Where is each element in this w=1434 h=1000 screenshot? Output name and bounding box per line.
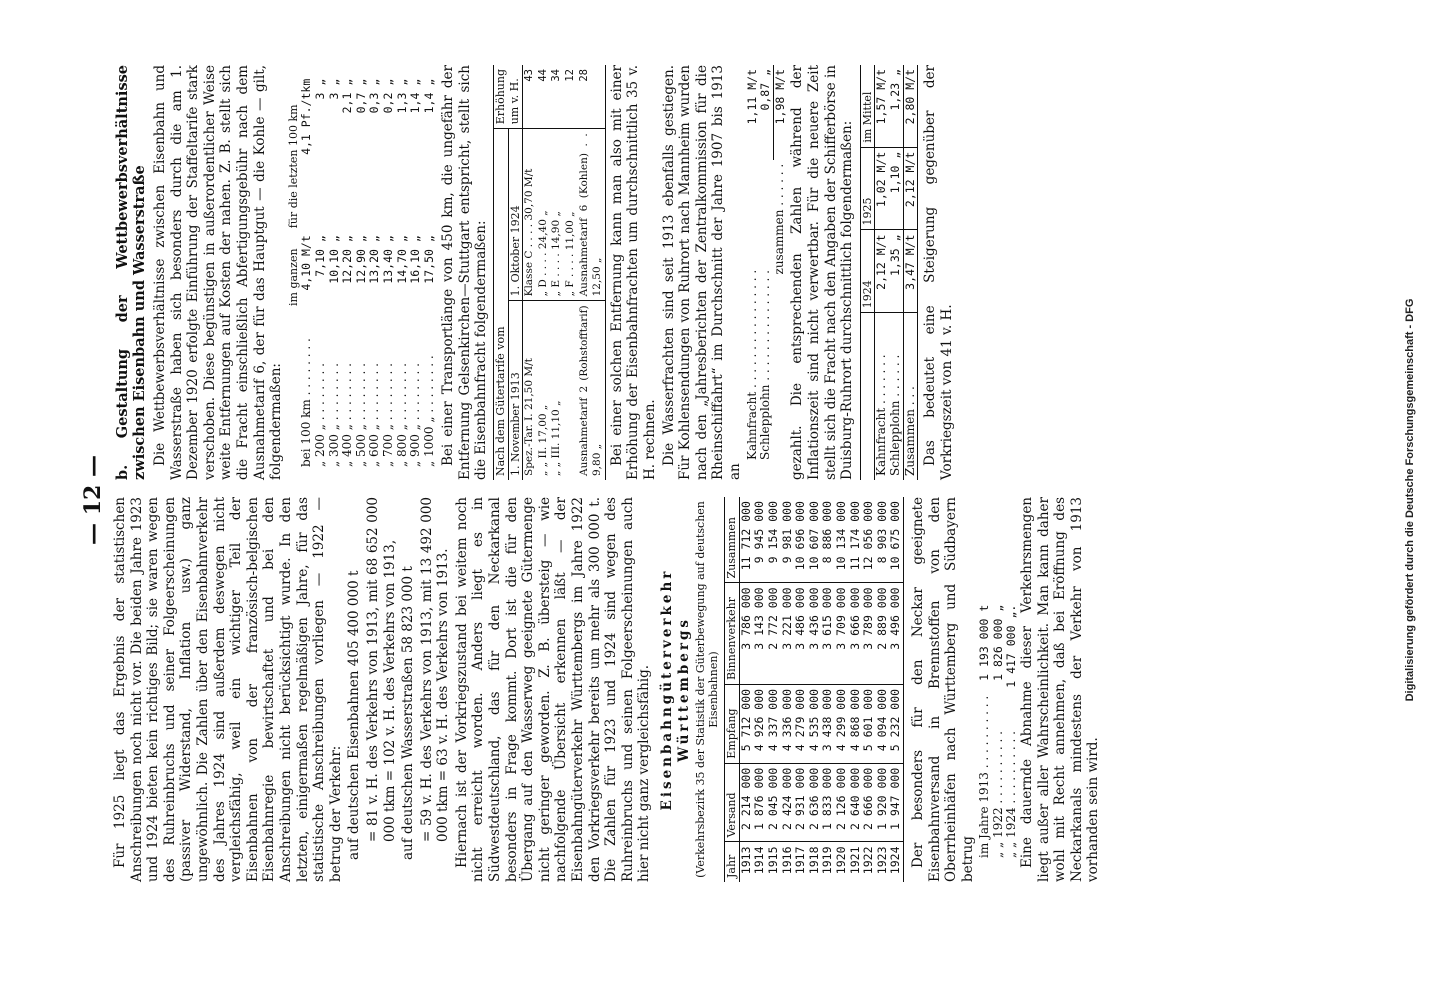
- table-cell: 1 920 000: [876, 763, 890, 842]
- table-cell: 4 094 000: [876, 684, 890, 763]
- table-cell: 2 666 000: [862, 763, 876, 842]
- table-cell: 11 712 000: [739, 497, 753, 583]
- table-cell: 11 174 000: [849, 497, 863, 583]
- table-cell: 3 143 000: [753, 583, 767, 685]
- table-cell: 1923: [874, 846, 889, 875]
- table-cell: 1917: [793, 846, 808, 875]
- left-column: [112, 497, 1104, 882]
- tariff-cell: Ausnahmetarif 6 (Kohlen) . . 12,50 „: [578, 129, 606, 301]
- distance-head-last: für die letzten 100 km: [286, 104, 300, 229]
- table-cell: 12 056 000: [862, 497, 876, 583]
- left-paragraph-3: Der besonders für den Neckar geeignete Eisenbahnversand in Brennstoffen von den Oberrheinhäfen nach Württemberg und Südbayern betrug: [909, 497, 976, 882]
- water-cell: 1,23 „: [889, 65, 903, 147]
- table-row: [862, 497, 876, 882]
- distance-row: [396, 76, 410, 470]
- distance-cell: 1,4 „: [408, 78, 423, 114]
- rail-header-cell: Binnenverkehr: [725, 583, 740, 685]
- table-cell: 2 636 000: [808, 763, 822, 842]
- distance-row: [341, 76, 355, 470]
- right-paragraph-1: Die Wettbewerbsverhältnisse zwischen Eisenbahn und Wasserstraße haben sich besonders durch die am 1. Dezember 1920 erfolgte Einführung der Staffeltarife stark verschoben. Diese begünstigen in außerordentlicher Weise weite Entfernungen auf Kosten der nahen. Z. B. stellt sich die Fracht einschließlich Abfertigungsgebühr nach dem Ausnahmetarif 6, der für das Hauptgut — die Kohle — gilt, folgendermaßen:: [152, 65, 285, 480]
- right-paragraph-3: Bei einer solchen Entfernung kann man also mit einer Erhöhung der Eisenbahnfrachten um durchschnittlich 35 v. H. rechnen.: [608, 65, 658, 480]
- tariff-cell: „ D . . . . 24,40 „: [537, 129, 551, 301]
- table-cell: 2 126 000: [835, 763, 849, 842]
- table-cell: 3 709 000: [835, 583, 849, 685]
- distance-row: [314, 76, 328, 470]
- left-paragraph-1: Für 1925 liegt das Ergebnis der statistischen Anschreibungen noch nicht vor. Die beiden Jahre 1923 und 1924 bieten kein richtiges Bild; sie waren wegen des Ruhreinbruchs und seiner Folgeerscheinungen (passiver Widerstand, Inflation usw.) ganz ungewöhnlich. Die Zahlen über den Eisenbahnverkehr des Jahres 1924 sind außerdem deswegen nicht vergleichsfähig, weil ein wichtiger Teil der Eisenbahnen von der französisch-belgischen Eisenbahnregie bewirtschaftet und bei den Anschreibungen nicht berücksichtigt wurde. In den letzten, einigermaßen regelmäßigen Jahre, für das statistische Anschreibungen vorliegen — 1922 — betrug der Verkehr:: [112, 497, 344, 882]
- table-cell: 3 496 000: [889, 583, 903, 685]
- schlepplohn-value: 0,87 „: [759, 65, 773, 160]
- fuel-row: [992, 601, 1006, 862]
- tariff-cell: 34: [550, 65, 564, 129]
- table-cell: 3 486 000: [794, 583, 808, 685]
- right-paragraph-6: Das bedeutet eine Steigerung gegenüber der Vorkriegszeit von 41 v. H.: [922, 65, 955, 480]
- right-column: [112, 65, 957, 480]
- table-cell: 4 535 000: [808, 684, 822, 763]
- fuel-value: 1 193 000 t: [977, 604, 992, 681]
- distance-cell: 4,10 M/t: [299, 235, 314, 291]
- distance-cell: „ 1000 „ . . . . . . . .: [421, 355, 436, 467]
- water-cell: 1,02 M/t: [875, 147, 889, 230]
- table-cell: 2 214 000: [739, 763, 753, 842]
- tariff-cell: 12: [564, 65, 578, 129]
- table-cell: 4 868 000: [849, 684, 863, 763]
- table-cell: 1916: [779, 846, 794, 875]
- distance-cell: 13,40 „: [380, 235, 395, 284]
- water-row: [889, 65, 903, 480]
- distance-cell: 16,10 „: [408, 235, 423, 284]
- fuel-value: 1 826 000 „: [990, 604, 1005, 681]
- kahnfracht-label: Kahnfracht . . . . . . . . . . . . . . . .: [744, 269, 759, 460]
- tariff-table: [493, 65, 606, 480]
- table-cell: 10 134 000: [835, 497, 849, 583]
- tariff-cell: [564, 301, 578, 480]
- distance-row: [423, 76, 437, 470]
- distance-cell: 12,90 „: [353, 235, 368, 284]
- tariff-cell: „ „ II. 17,00 „: [536, 404, 549, 476]
- distance-cell: 17,50 „: [421, 235, 436, 284]
- tariff-head-1924: 1. Oktober 1924: [508, 129, 523, 301]
- table-cell: 5 601 000: [862, 684, 876, 763]
- table-cell: 1918: [806, 846, 821, 875]
- right-paragraph-4: Die Wasserfrachten sind seit 1913 ebenfalls gestiegen. Für Kohlensendungen von Ruhrort nach Mannheim wurden nach den „Jahresberichten der Zentralkommission für die Rheinschiffahrt“ im Durchschnitt der Jahre 1907 bis 1913 an: [660, 65, 743, 480]
- table-row: [835, 497, 849, 882]
- section-heading: b. Gestaltung der Wettbewerbsverhältnisse zwischen Eisenbahn und Wasserstraße: [114, 65, 148, 480]
- table-row: [876, 497, 890, 882]
- distance-cell: 1,4 „: [421, 78, 436, 114]
- water-row: [903, 65, 918, 480]
- left-paragraph-4: Eine dauernde Abnahme dieser Verkehrsmengen liegt außer aller Wahrscheinlichkeit. Man kann daher wohl mit Recht annehmen, daß bei Eröffnung des Neckarkanals mindestens der Verkehr von 1913 vorhanden sein wird.: [1019, 497, 1102, 882]
- water-row: [875, 65, 889, 480]
- table-cell: 1921: [847, 846, 862, 875]
- table-cell: 4 279 000: [794, 684, 808, 763]
- tariff-cell: Ausnahmetarif 2 (Rohstofftarif) 9,80 „: [577, 305, 604, 476]
- tariff-cell: 44: [537, 65, 551, 129]
- water-header-cell: 1925: [860, 147, 875, 230]
- water-cell: 2,12 M/t: [875, 230, 889, 313]
- zusammen-label: zusammen . . . . . .: [772, 163, 787, 275]
- table-cell: 2 772 000: [767, 583, 781, 685]
- distance-cell: „ 800 „ . . . . . . . .: [394, 363, 409, 467]
- tariff-head-title: Nach dem Gütertarife vom: [494, 129, 509, 480]
- distance-cell: bei 100 km . . . . . . . .: [299, 338, 314, 467]
- table-cell: 1919: [820, 846, 835, 875]
- table-cell: 2 931 000: [794, 763, 808, 842]
- distance-cell: „ 500 „ . . . . . . . .: [353, 363, 368, 467]
- distance-cell: „ 700 „ . . . . . . . .: [380, 363, 395, 467]
- zusammen-value: 1,98 M/t: [772, 69, 787, 125]
- water-cell: 2,12 M/t: [903, 147, 918, 230]
- water-header-cell: 1924: [860, 230, 875, 313]
- distance-cell: 4,1 Pf./tkm: [299, 78, 314, 155]
- tariff-row: [564, 65, 578, 480]
- distance-table: [287, 76, 437, 470]
- table-cell: 3 786 000: [739, 583, 753, 685]
- table-cell: 3 615 000: [821, 583, 835, 685]
- table-cell: 1914: [752, 846, 767, 875]
- schlepplohn-label: Schlepplohn . . . . . . . . . . . . . . .: [758, 270, 773, 460]
- distance-cell: 3 „: [326, 78, 341, 100]
- table-cell: 4 337 000: [767, 684, 781, 763]
- left-paragraph-2: Hiernach ist der Vorkriegszustand bei weitem noch nicht erreicht worden. Anders liegt es in Südwestdeutschland, das für den Neckarkanal besonders in Frage kommt. Dort ist die für den Übergang auf den Wasserweg geeignete Gütermenge nicht geringer geworden. Z. B. übersteig — wie nachfolgende Übersicht erkennen läßt — der Eisenbahngüterverkehr Württembergs im Jahre 1922 den Vorkriegsverkehr bereits um mehr als 300 000 t. Die Zahlen für 1923 und 1924 sind wegen des Ruhreinbruchs und seinen Folgeerscheinungen auch hier nicht ganz vergleichsfähig.: [453, 497, 653, 882]
- table-cell: 1915: [765, 846, 780, 875]
- water-header-cell: [860, 313, 875, 480]
- fuel-year: „ „ 1924 . . . . . . . . . .: [1004, 731, 1019, 858]
- table-cell: 4 299 000: [835, 684, 849, 763]
- distance-cell: 0,7 „: [353, 78, 368, 114]
- tariff-cell: Klasse C . . . . 30,70 M/t: [523, 129, 537, 301]
- table-row: [767, 497, 781, 882]
- rail-header-cell: Zusammen: [725, 497, 740, 583]
- rail-table-subtitle: (Verkehrsbezirk 35 der Statistik der Güterbewegung auf deutschen Eisenbahnen): [694, 501, 721, 878]
- dfg-sidebar: [1390, 10, 1430, 990]
- distance-cell: 7,10 „: [312, 235, 327, 277]
- water-freight-1913-table: [746, 65, 788, 480]
- table-cell: 4 926 000: [753, 684, 767, 763]
- fuel-row: [1005, 601, 1019, 862]
- distance-cell: 0,3 „: [367, 78, 382, 114]
- distance-row: [409, 76, 423, 470]
- rail-traffic-table: [724, 497, 904, 882]
- tariff-row: [537, 65, 551, 480]
- tariff-cell: Spez.-Tar. I. 21,50 M/t: [523, 358, 536, 476]
- table-cell: 2 424 000: [781, 763, 795, 842]
- table-cell: 9 945 000: [753, 497, 767, 583]
- table-cell: 3 789 000: [862, 583, 876, 685]
- table-row: [781, 497, 795, 882]
- table-cell: 2 045 000: [767, 763, 781, 842]
- table-cell: 1924: [888, 846, 903, 875]
- table-cell: 1 833 000: [821, 763, 835, 842]
- dfg-note: Digitalisierung gefördert durch die Deutsche Forschungsgemeinschaft - DFG: [1404, 298, 1416, 702]
- table-cell: 3 436 000: [808, 583, 822, 685]
- tariff-cell: „ E . . . . 14,90 „: [550, 129, 564, 301]
- tariff-cell: 28: [578, 65, 606, 129]
- distance-cell: „ 300 „ . . . . . . . .: [326, 363, 341, 467]
- table-cell: 1 876 000: [753, 763, 767, 842]
- distance-row: [368, 76, 382, 470]
- distance-cell: „ 200 „ . . . . . . . .: [312, 363, 327, 467]
- distance-cell: 12,20 „: [340, 235, 355, 284]
- distance-cell: 10,10 „: [326, 235, 341, 284]
- rail-header-cell: Versand: [725, 763, 740, 842]
- distance-cell: „ 400 „ . . . . . . . .: [340, 363, 355, 467]
- water-cell: 3,47 M/t: [903, 230, 918, 313]
- tariff-cell: 43: [523, 65, 537, 129]
- table-cell: 3 666 000: [849, 583, 863, 685]
- kahnfracht-value: 1,11 M/t: [744, 69, 759, 125]
- table-cell: 5 232 000: [889, 684, 903, 763]
- fuel-year: im Jahre 1913 . . . . . . . . . .: [977, 695, 992, 858]
- table-cell: 1922: [861, 846, 876, 875]
- water-cell: Zusammen . . .: [902, 386, 917, 476]
- table-cell: 10 696 000: [794, 497, 808, 583]
- distance-cell: 1,3 „: [394, 78, 409, 114]
- table-cell: 3 438 000: [821, 684, 835, 763]
- tariff-row: [523, 65, 537, 480]
- fuel-row: [978, 601, 992, 862]
- distance-cell: 13,20 „: [367, 235, 382, 284]
- tariff-row: [550, 65, 564, 480]
- fuel-table: [978, 601, 1019, 862]
- distance-cell: 2,1 „: [340, 78, 355, 114]
- distance-head-total: im ganzen: [286, 248, 300, 306]
- distance-cell: 3 „: [312, 78, 327, 100]
- distance-row: [300, 76, 314, 470]
- table-cell: 1920: [833, 846, 848, 875]
- tariff-head-increase: Erhöhung um v. H.: [494, 65, 523, 129]
- table-cell: 8 886 000: [821, 497, 835, 583]
- table-row: [821, 497, 835, 882]
- table-cell: 4 336 000: [781, 684, 795, 763]
- water-freight-table: [860, 65, 918, 480]
- page-number: — 12 —: [80, 455, 106, 545]
- table-cell: 3 221 000: [781, 583, 795, 685]
- table-cell: 9 154 000: [767, 497, 781, 583]
- tariff-cell: „ „ III. 11,10 „: [550, 400, 563, 476]
- water-cell: 1,35 „: [889, 230, 903, 313]
- table-row: [889, 497, 903, 882]
- tariff-cell: „ F . . . . 11,00 „: [564, 129, 578, 301]
- table-row: [808, 497, 822, 882]
- right-paragraph-5: gezahlt. Die entsprechenden Zahlen während der Inflationszeit sind nicht verwertbar. Für die neuere Zeit stellt sich die Fracht nach den Angaben der Schifferbörse in Duisburg-Ruhrort durchschnittlich folgendermaßen:: [789, 65, 856, 480]
- table-row: [739, 497, 753, 882]
- table-row: [849, 497, 863, 882]
- table-cell: 8 903 000: [876, 497, 890, 583]
- table-cell: 1 947 000: [889, 763, 903, 842]
- table-cell: 9 981 000: [781, 497, 795, 583]
- distance-cell: 0,2 „: [380, 78, 395, 114]
- table-cell: 2 889 000: [876, 583, 890, 685]
- water-cell: Kahnfracht . . . . . . .: [874, 354, 889, 476]
- rail-header-cell: Jahr: [725, 854, 739, 878]
- water-cell: Schlepplohn . . . . . .: [887, 354, 902, 476]
- distance-row: [355, 76, 369, 470]
- table-row: [753, 497, 767, 882]
- distance-cell: 14,70 „: [394, 235, 409, 284]
- table-cell: 1913: [738, 846, 753, 875]
- table-row: [794, 497, 808, 882]
- rail-table-title: Eisenbahngüterverkehr Württembergs: [659, 568, 692, 811]
- distance-row: [328, 76, 342, 470]
- distance-row: [382, 76, 396, 470]
- water-header-cell: im Mittel: [860, 65, 875, 147]
- fuel-year: „ „ 1922 . . . . . . . . . .: [990, 731, 1005, 858]
- table-cell: 10 607 000: [808, 497, 822, 583]
- fuel-value: 1 417 000 „.: [1004, 604, 1019, 688]
- tariff-head-1913: 1. November 1913: [508, 372, 522, 476]
- table-cell: 5 712 000: [739, 684, 753, 763]
- distance-cell: „ 600 „ . . . . . . . .: [367, 363, 382, 467]
- rail-header-cell: Empfang: [725, 684, 740, 763]
- water-line-1: auf deutschen Wasserstraßen 58 823 000 t: [400, 566, 417, 860]
- rail-line-2: = 81 v. H. des Verkehrs von 1913, mit 68 652 000 000 tkm = 102 v. H. des Verkehrs von 1913,: [364, 497, 398, 842]
- water-line-2: = 59 v. H. des Verkehrs von 1913, mit 13 492 000 000 tkm = 63 v. H. des Verkehrs von 1913.: [418, 497, 452, 842]
- right-paragraph-2: Bei einer Transportlänge von 450 km, die ungefähr der Entfernung Gelsenkirchen—Stuttgart entspricht, stellt sich die Eisenbahnfracht folgendermaßen:: [440, 65, 490, 480]
- water-cell: 1,57 M/t: [875, 65, 889, 147]
- table-cell: 10 675 000: [889, 497, 903, 583]
- rail-line-1: auf deutschen Eisenbahnen 405 400 000 t: [346, 570, 363, 860]
- water-cell: 2,80 M/t: [903, 65, 918, 147]
- tariff-row: [578, 65, 606, 480]
- water-cell: 1,10 „: [889, 147, 903, 230]
- distance-cell: „ 900 „ . . . . . . . .: [408, 363, 423, 467]
- table-cell: 2 640 000: [849, 763, 863, 842]
